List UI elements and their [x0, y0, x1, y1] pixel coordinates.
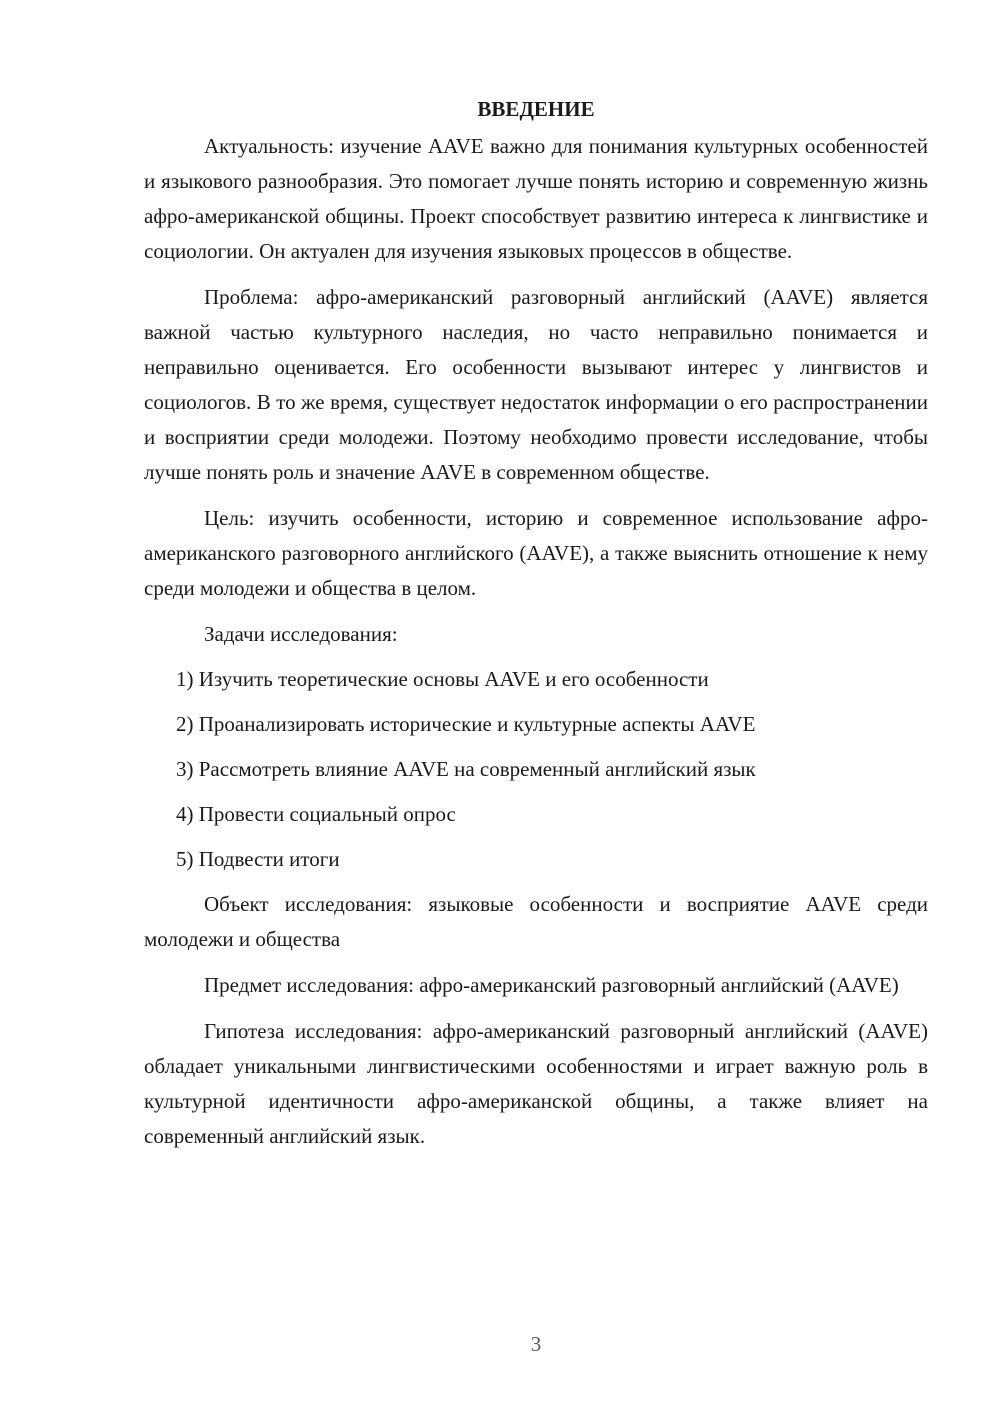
goal-paragraph: Цель: изучить особенности, историю и современное использование афро-американского разговорного английского (AAVE), а также выяснить отношение к нему среди молодежи и общества в целом. [144, 506, 928, 600]
tasks-list [144, 662, 928, 877]
task-item: 1) Изучить теоретические основы AAVE и его особенности [176, 667, 709, 691]
document-page [144, 92, 928, 1165]
task-item: 3) Рассмотреть влияние AAVE на современный английский язык [176, 757, 756, 781]
hypothesis-paragraph: Гипотеза исследования: афро-американский разговорный английский (AAVE) обладает уникальными лингвистическими особенностями и играет важную роль в культурной идентичности афро-американской общины, а также влияет на современный английский язык. [144, 1019, 928, 1148]
task-item: 4) Провести социальный опрос [176, 802, 456, 826]
tasks-heading: Задачи исследования: [204, 622, 398, 646]
subject-paragraph: Предмет исследования: афро-американский разговорный английский (AAVE) [204, 973, 899, 997]
relevance-paragraph: Актуальность: изучение AAVE важно для понимания культурных особенностей и языкового разнообразия. Это помогает лучше понять историю и современную жизнь афро-американской общины. Проект способствует развитию интереса к лингвистике и социологии. Он актуален для изучения языковых процессов в обществе. [144, 134, 928, 263]
task-item: 5) Подвести итоги [176, 847, 340, 871]
problem-paragraph: Проблема: афро-американский разговорный английский (AAVE) является важной частью культурного наследия, но часто неправильно понимается и неправильно оценивается. Его особенности вызывают интерес у лингвистов и социологов. В то же время, существует недостаток информации о его распространении и восприятии среди молодежи. Поэтому необходимо провести исследование, чтобы лучше понять роль и значение AAVE в современном обществе. [144, 285, 928, 484]
page-number: 3 [530, 1332, 542, 1356]
task-item: 2) Проанализировать исторические и культурные аспекты AAVE [176, 712, 756, 736]
object-paragraph: Объект исследования: языковые особенности и восприятие AAVE среди молодежи и общества [144, 892, 928, 951]
section-title: ВВЕДЕНИЕ [477, 97, 595, 121]
